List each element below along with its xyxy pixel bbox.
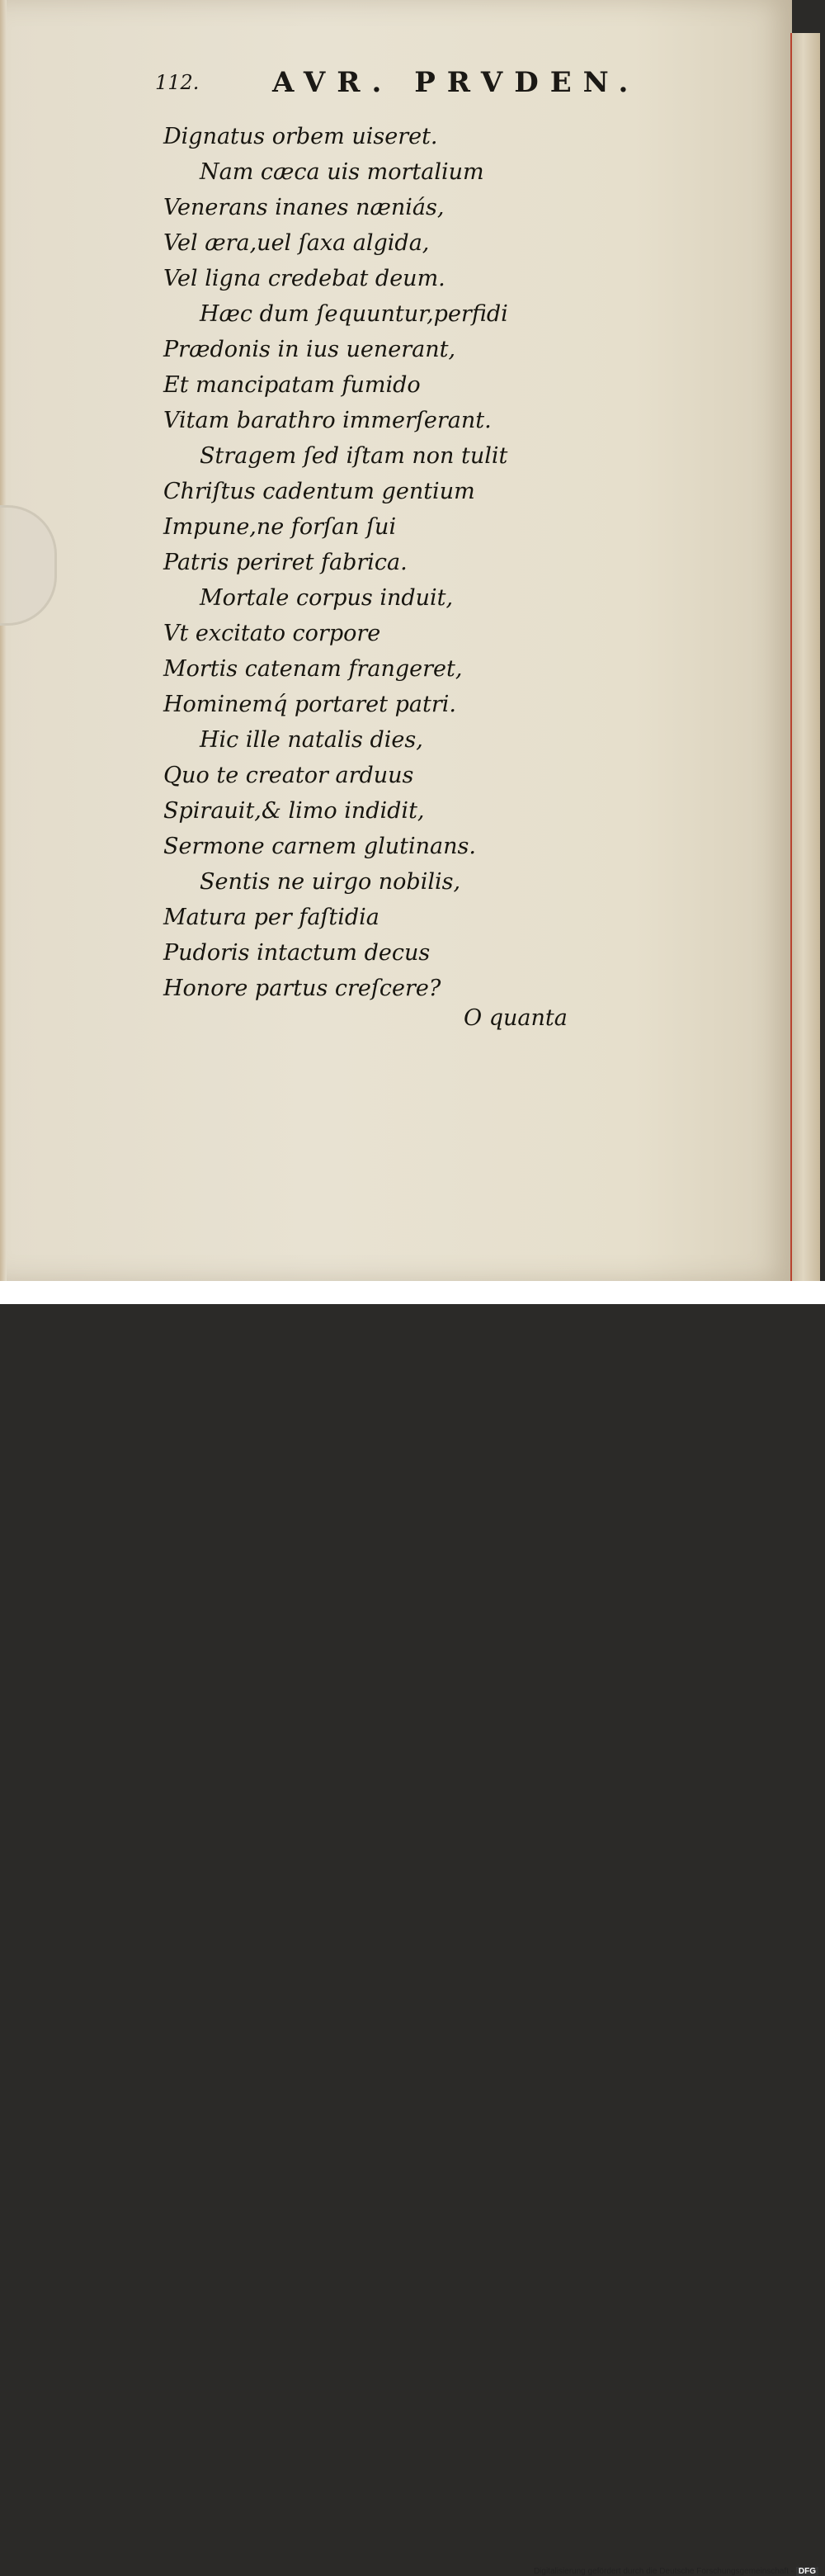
verse-line: Prædonis in ius uenerant,	[163, 337, 456, 362]
verse-line: Hic ille natalis dies,	[200, 727, 423, 753]
verse-line: Hæc dum ſequuntur,perfidi	[200, 301, 508, 327]
folio-number: 112.	[155, 71, 200, 94]
verse-line: Chriſtus cadentum gentium	[163, 479, 475, 504]
verse-line: Nam cæca uis mortalium	[200, 159, 484, 185]
dfg-logo: DFG	[796, 2567, 818, 2576]
verse-line: Mortis catenam frangeret,	[163, 656, 463, 682]
verse-line: Vel ligna credebat deum.	[163, 266, 446, 291]
poem-text	[163, 119, 510, 1006]
verse-line: Venerans inanes næniás,	[163, 195, 445, 220]
verse-line: Honore partus creſcere?	[163, 976, 441, 1001]
verse-line: Impune,ne forſan ſui	[163, 514, 397, 540]
page-header	[155, 66, 650, 107]
bottom-margin	[0, 1281, 825, 2576]
fore-edge	[790, 33, 820, 1281]
verse-line: Stragem ſed iſtam non tulit	[200, 443, 508, 469]
verse-line: Et mancipatam fumido	[163, 372, 421, 398]
verse-line: Vitam barathro immerſerant.	[163, 408, 492, 433]
book-page	[0, 0, 792, 1281]
page-clip	[0, 505, 57, 626]
verse-line: Sermone carnem glutinans.	[163, 834, 476, 859]
verse-line: Vel æra,uel ſaxa algida,	[163, 230, 430, 256]
running-head: AVR. PRVDEN.	[272, 66, 640, 99]
gutter-edge	[0, 0, 7, 1281]
digitization-credit	[534, 2567, 818, 2576]
verse-line: Spirauit,& limo indidit,	[163, 798, 425, 824]
verse-line: Sentis ne uirgo nobilis,	[200, 869, 461, 895]
verse-line: Patris periret fabrica.	[163, 550, 408, 575]
verse-line: Matura per faſtidia	[163, 905, 380, 930]
verse-line: Mortale corpus induit,	[200, 585, 454, 611]
credit-text: Digitalisierung gefördert durch die Deutsche Forschungsgemeinschaft -	[533, 2567, 794, 2576]
verse-line: Vt excitato corpore	[163, 621, 381, 646]
verse-line: Dignatus orbem uiseret.	[163, 124, 438, 149]
catchword: O quanta	[464, 1005, 568, 1031]
verse-line: Hominemq́ portaret patri.	[163, 692, 456, 717]
verse-line: Pudoris intactum decus	[163, 940, 431, 966]
verse-line: Quo te creator arduus	[163, 763, 414, 788]
